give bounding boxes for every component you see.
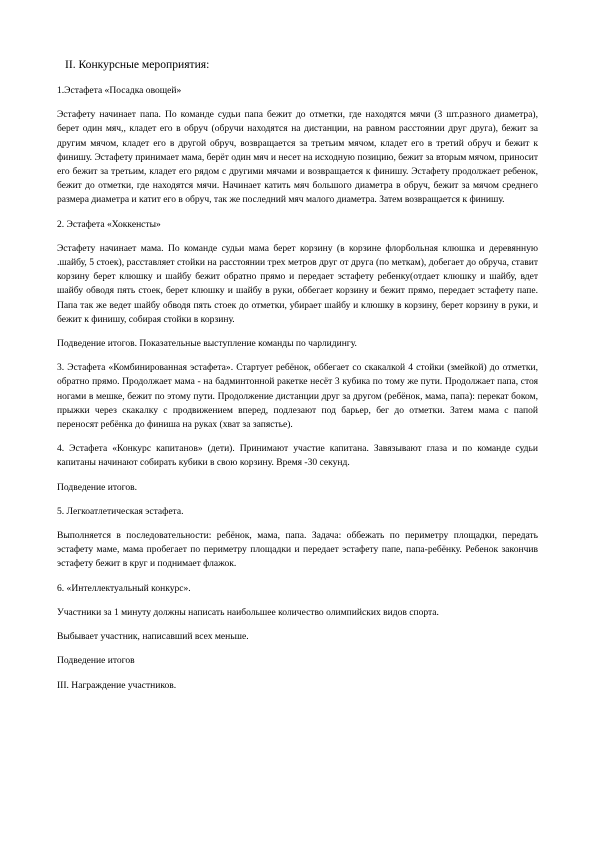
relay-4-description: 4. Эстафета «Конкурс капитанов» (дети). Принимают участие капитана. Завязывают глаза и по команде судьи капитаны начинают собирать кубики в свою корзину. Время -30 секунд. xyxy=(57,443,538,469)
summary-1: Подведение итогов. Показательные выступление команды по чарлидингу. xyxy=(57,338,357,350)
relay-1-title: 1.Эстафета «Посадка овощей» xyxy=(57,85,182,96)
relay-5-description: Выполняется в последовательности: ребёнок, мама, папа. Задача: оббежать по периметру площадки, передать эстафету маме, мама пробегает по периметру площадки и передает эстафету папе, папа-ребёнку. Ребенок закончив эстафету бежит в круг и поднимает флажок. xyxy=(57,530,538,570)
relay-2-description: Эстафету начинает мама. По команде судьи мама берет корзину (в корзине флорбольная клюшка и деревянную .шайбу, 5 стоек), расставляет стойки на расстоянии трех метров друг от друга (по меткам), добегает до обруча, ставит корзину берет клюшку и шайбу бежит обратно прямо и передает эстафету ребенку(отдает клюшку и шайбу, вдет шайбу обводя пять стоек, берет клюшку и шайбу в руки, оббегает корзину и бежит прямо, передает эстафету папе. Папа так же ведет шайбу обводя пять стоек до отметки, убирает шайбу и клюшку в корзину, берет корзину в руки, и бежит к финишу, собирая стойки в корзину. xyxy=(57,242,538,325)
section-iii-heading: III. Награждение участников. xyxy=(57,679,177,691)
summary-3: Подведение итогов xyxy=(57,655,135,667)
contest-6-description: Участники за 1 минуту должны написать наибольшее количество олимпийских видов спорта. xyxy=(57,606,439,618)
document-body xyxy=(57,56,538,693)
relay-2-title: 2. Эстафета «Хоккенсты» xyxy=(57,218,161,230)
relay-3-description: 3. Эстафета «Комбинированная эстафета». Стартует ребёнок, оббегает со скакалкой 4 стойки (змейкой) до отметки, обратно прямо. Продолжает мама - на бадминтонной ракетке несёт 3 кубика по тому же пути. Продолжает папа, стоя ногами в мешке, бежит по этому пути. Продолжение дистанции друг за другом (ребёнок, мама, папа): перекат боком, прыжки через скакалку с продвижением вперед, подлезают под барьер, бег до отметки. Затем мама с папой переносят ребёнка до финиша на руках (хват за запястье). xyxy=(57,362,538,431)
section-ii-heading: II. Конкурсные мероприятия: xyxy=(65,58,210,71)
summary-2: Подведение итогов. xyxy=(57,481,138,493)
contest-6-title: 6. «Интеллектуальный конкурс». xyxy=(57,582,191,594)
relay-1-description: Эстафету начинает папа. По команде судьи папа бежит до отметки, где находятся мячи (3 шт.разного диаметра), берет один мяч,, кладет его в обруч (обручи находятся на дистанции, на равном расстоянии друг друга), бежит за другим мячом, кладет его в другой обруч, возвращается за третьим мячом, кладет его в третий обруч и бежит к финишу. Эстафету принимает мама, берёт один мяч и несет на исходную позицию, бежит за вторым мячом, приносит его бежит за третьим, кладет его рядом с другими мячами и возвращается к финишу. Эстафету продолжает ребенок, бежит до отметки, где находятся мячи. Начинает катить мяч большого диаметра в обруч, бежит за мячом среднего размера диаметра и катит его в обруч, так же последний мяч малого диаметра. Затем возвращается к финишу. xyxy=(57,109,538,206)
contest-6-winner-rule: Выбывает участник, написавший всех меньше. xyxy=(57,631,249,643)
relay-5-title: 5. Легкоатлетическая эстафета. xyxy=(57,505,184,517)
